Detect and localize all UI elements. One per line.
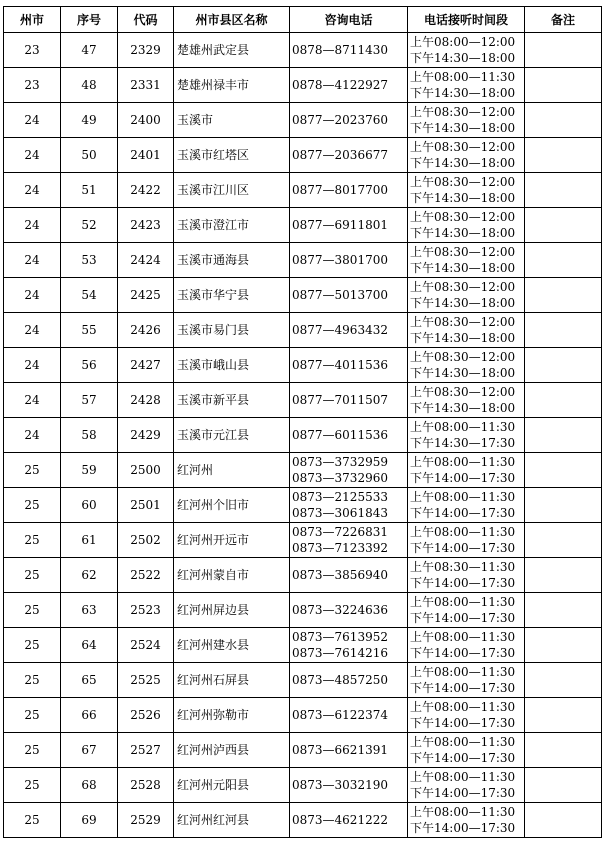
cell-name: 玉溪市新平县 xyxy=(174,383,290,418)
hours-morning: 上午08:00—11:30 xyxy=(410,805,516,819)
cell-phone xyxy=(290,243,408,278)
cell-code: 2329 xyxy=(118,33,174,68)
hours-afternoon: 下午14:30—18:00 xyxy=(410,296,516,310)
cell-seq: 67 xyxy=(61,733,118,768)
hours-morning: 上午08:00—12:00 xyxy=(410,35,516,49)
table-row xyxy=(4,663,602,698)
cell-city: 25 xyxy=(4,453,61,488)
cell-hours xyxy=(408,383,525,418)
hours-morning: 上午08:30—12:00 xyxy=(410,175,516,189)
cell-note xyxy=(525,488,602,523)
table-row xyxy=(4,103,602,138)
table-row xyxy=(4,383,602,418)
cell-note xyxy=(525,208,602,243)
cell-name: 红河州泸西县 xyxy=(174,733,290,768)
table-row xyxy=(4,243,602,278)
cell-note xyxy=(525,663,602,698)
hours-morning: 上午08:00—11:30 xyxy=(410,770,516,784)
phone-number: 0873—3224636 xyxy=(292,603,388,617)
cell-hours xyxy=(408,278,525,313)
cell-phone xyxy=(290,768,408,803)
hours-morning: 上午08:00—11:30 xyxy=(410,490,516,504)
hours-afternoon: 下午14:30—18:00 xyxy=(410,121,516,135)
cell-phone xyxy=(290,278,408,313)
cell-hours xyxy=(408,418,525,453)
cell-seq: 58 xyxy=(61,418,118,453)
table-body xyxy=(4,33,602,838)
phone-number: 0873—7123392 xyxy=(292,541,388,555)
cell-seq: 65 xyxy=(61,663,118,698)
cell-note xyxy=(525,243,602,278)
cell-code: 2400 xyxy=(118,103,174,138)
hours-afternoon: 下午14:00—17:30 xyxy=(410,646,516,660)
hours-morning: 上午08:00—11:30 xyxy=(410,525,516,539)
cell-seq: 69 xyxy=(61,803,118,838)
cell-city: 25 xyxy=(4,488,61,523)
cell-note xyxy=(525,383,602,418)
cell-phone xyxy=(290,313,408,348)
hours-afternoon: 下午14:00—17:30 xyxy=(410,506,516,520)
cell-seq: 51 xyxy=(61,173,118,208)
cell-city: 25 xyxy=(4,558,61,593)
cell-hours xyxy=(408,523,525,558)
cell-city: 24 xyxy=(4,383,61,418)
cell-hours xyxy=(408,173,525,208)
phone-number: 0873—4621222 xyxy=(292,813,388,827)
cell-phone xyxy=(290,383,408,418)
hours-afternoon: 下午14:30—18:00 xyxy=(410,331,516,345)
table-row xyxy=(4,453,602,488)
cell-note xyxy=(525,733,602,768)
cell-city: 25 xyxy=(4,523,61,558)
cell-city: 25 xyxy=(4,698,61,733)
hours-afternoon: 下午14:00—17:30 xyxy=(410,786,516,800)
cell-seq: 56 xyxy=(61,348,118,383)
table-row xyxy=(4,628,602,663)
cell-phone xyxy=(290,103,408,138)
phone-number: 0873—3061843 xyxy=(292,506,388,520)
table-row xyxy=(4,733,602,768)
cell-hours xyxy=(408,453,525,488)
hours-morning: 上午08:30—12:00 xyxy=(410,140,516,154)
hours-afternoon: 下午14:30—18:00 xyxy=(410,51,516,65)
cell-name: 红河州 xyxy=(174,453,290,488)
cell-city: 25 xyxy=(4,768,61,803)
cell-name: 玉溪市澄江市 xyxy=(174,208,290,243)
cell-seq: 53 xyxy=(61,243,118,278)
cell-code: 2422 xyxy=(118,173,174,208)
table-row xyxy=(4,173,602,208)
table-row xyxy=(4,138,602,173)
cell-phone xyxy=(290,803,408,838)
hours-afternoon: 下午14:30—18:00 xyxy=(410,401,516,415)
cell-code: 2500 xyxy=(118,453,174,488)
phone-number: 0877—2023760 xyxy=(292,113,388,127)
cell-city: 24 xyxy=(4,243,61,278)
cell-note xyxy=(525,68,602,103)
cell-hours xyxy=(408,628,525,663)
phone-number: 0873—6621391 xyxy=(292,743,388,757)
cell-note xyxy=(525,33,602,68)
cell-phone xyxy=(290,593,408,628)
cell-phone xyxy=(290,33,408,68)
header-city: 州市 xyxy=(4,7,61,33)
cell-code: 2527 xyxy=(118,733,174,768)
cell-code: 2529 xyxy=(118,803,174,838)
phone-number: 0877—3801700 xyxy=(292,253,388,267)
cell-seq: 64 xyxy=(61,628,118,663)
hotline-table xyxy=(3,6,602,838)
header-phone: 咨询电话 xyxy=(290,7,408,33)
table-row xyxy=(4,803,602,838)
phone-number: 0873—2125533 xyxy=(292,490,388,504)
cell-code: 2522 xyxy=(118,558,174,593)
phone-number: 0877—4011536 xyxy=(292,358,388,372)
table-row xyxy=(4,698,602,733)
cell-note xyxy=(525,138,602,173)
hours-morning: 上午08:00—11:30 xyxy=(410,455,516,469)
cell-hours xyxy=(408,103,525,138)
cell-note xyxy=(525,698,602,733)
cell-phone xyxy=(290,138,408,173)
cell-note xyxy=(525,348,602,383)
hours-morning: 上午08:00—11:30 xyxy=(410,700,516,714)
phone-number: 0873—3856940 xyxy=(292,568,388,582)
header-code: 代码 xyxy=(118,7,174,33)
cell-phone xyxy=(290,698,408,733)
hours-morning: 上午08:00—11:30 xyxy=(410,420,516,434)
cell-hours xyxy=(408,313,525,348)
cell-name: 红河州屏边县 xyxy=(174,593,290,628)
table-row xyxy=(4,348,602,383)
hours-afternoon: 下午14:30—18:00 xyxy=(410,261,516,275)
cell-seq: 50 xyxy=(61,138,118,173)
table-row xyxy=(4,208,602,243)
hours-afternoon: 下午14:00—17:30 xyxy=(410,576,516,590)
cell-name: 红河州蒙自市 xyxy=(174,558,290,593)
cell-name: 楚雄州禄丰市 xyxy=(174,68,290,103)
table-row xyxy=(4,558,602,593)
cell-note xyxy=(525,593,602,628)
phone-number: 0873—6122374 xyxy=(292,708,388,722)
cell-name: 玉溪市易门县 xyxy=(174,313,290,348)
table-row xyxy=(4,488,602,523)
phone-number: 0873—4857250 xyxy=(292,673,388,687)
table-row xyxy=(4,278,602,313)
hours-morning: 上午08:30—12:00 xyxy=(410,315,516,329)
cell-city: 25 xyxy=(4,733,61,768)
cell-code: 2423 xyxy=(118,208,174,243)
cell-city: 25 xyxy=(4,628,61,663)
phone-number: 0873—3032190 xyxy=(292,778,388,792)
cell-code: 2427 xyxy=(118,348,174,383)
table-row xyxy=(4,418,602,453)
cell-code: 2524 xyxy=(118,628,174,663)
hours-afternoon: 下午14:30—18:00 xyxy=(410,86,516,100)
cell-city: 24 xyxy=(4,208,61,243)
hours-afternoon: 下午14:00—17:30 xyxy=(410,751,516,765)
cell-code: 2425 xyxy=(118,278,174,313)
hours-morning: 上午08:00—11:30 xyxy=(410,665,516,679)
cell-code: 2526 xyxy=(118,698,174,733)
phone-number: 0878—8711430 xyxy=(292,43,388,57)
hours-morning: 上午08:30—12:00 xyxy=(410,245,516,259)
phone-number: 0873—7614216 xyxy=(292,646,388,660)
cell-city: 23 xyxy=(4,68,61,103)
cell-hours xyxy=(408,593,525,628)
phone-number: 0877—8017700 xyxy=(292,183,388,197)
cell-phone xyxy=(290,733,408,768)
hours-morning: 上午08:30—11:30 xyxy=(410,560,516,574)
cell-hours xyxy=(408,698,525,733)
cell-hours xyxy=(408,243,525,278)
hours-afternoon: 下午14:00—17:30 xyxy=(410,821,516,835)
cell-name: 玉溪市元江县 xyxy=(174,418,290,453)
cell-city: 25 xyxy=(4,593,61,628)
cell-phone xyxy=(290,488,408,523)
hours-morning: 上午08:00—11:30 xyxy=(410,70,516,84)
header-hours: 电话接听时间段 xyxy=(408,7,525,33)
cell-code: 2525 xyxy=(118,663,174,698)
cell-hours xyxy=(408,488,525,523)
phone-number: 0877—4963432 xyxy=(292,323,388,337)
phone-number: 0873—3732960 xyxy=(292,471,388,485)
cell-code: 2424 xyxy=(118,243,174,278)
cell-seq: 47 xyxy=(61,33,118,68)
cell-name: 玉溪市红塔区 xyxy=(174,138,290,173)
cell-city: 24 xyxy=(4,348,61,383)
cell-seq: 48 xyxy=(61,68,118,103)
cell-note xyxy=(525,768,602,803)
cell-note xyxy=(525,628,602,663)
cell-seq: 62 xyxy=(61,558,118,593)
cell-note xyxy=(525,103,602,138)
hours-morning: 上午08:30—12:00 xyxy=(410,350,516,364)
phone-number: 0873—7613952 xyxy=(292,630,388,644)
cell-name: 玉溪市江川区 xyxy=(174,173,290,208)
phone-number: 0877—7011507 xyxy=(292,393,388,407)
cell-name: 玉溪市 xyxy=(174,103,290,138)
cell-name: 红河州个旧市 xyxy=(174,488,290,523)
header-row xyxy=(4,7,602,33)
cell-hours xyxy=(408,68,525,103)
hours-afternoon: 下午14:00—17:30 xyxy=(410,471,516,485)
hours-afternoon: 下午14:30—18:00 xyxy=(410,226,516,240)
cell-code: 2501 xyxy=(118,488,174,523)
cell-note xyxy=(525,173,602,208)
hours-morning: 上午08:00—11:30 xyxy=(410,630,516,644)
cell-code: 2523 xyxy=(118,593,174,628)
cell-city: 24 xyxy=(4,103,61,138)
cell-seq: 61 xyxy=(61,523,118,558)
cell-city: 24 xyxy=(4,418,61,453)
cell-note xyxy=(525,523,602,558)
cell-phone xyxy=(290,68,408,103)
cell-city: 25 xyxy=(4,663,61,698)
hours-afternoon: 下午14:30—17:30 xyxy=(410,436,516,450)
cell-note xyxy=(525,313,602,348)
hours-morning: 上午08:00—11:30 xyxy=(410,595,516,609)
cell-phone xyxy=(290,173,408,208)
cell-name: 玉溪市峨山县 xyxy=(174,348,290,383)
cell-code: 2502 xyxy=(118,523,174,558)
cell-hours xyxy=(408,558,525,593)
cell-phone xyxy=(290,558,408,593)
cell-city: 24 xyxy=(4,138,61,173)
hours-morning: 上午08:30—12:00 xyxy=(410,210,516,224)
header-note: 备注 xyxy=(525,7,602,33)
cell-seq: 68 xyxy=(61,768,118,803)
cell-phone xyxy=(290,628,408,663)
hours-afternoon: 下午14:00—17:30 xyxy=(410,541,516,555)
cell-code: 2401 xyxy=(118,138,174,173)
cell-phone xyxy=(290,208,408,243)
phone-number: 0873—7226831 xyxy=(292,525,388,539)
cell-note xyxy=(525,558,602,593)
cell-seq: 59 xyxy=(61,453,118,488)
cell-seq: 63 xyxy=(61,593,118,628)
cell-city: 23 xyxy=(4,33,61,68)
cell-code: 2528 xyxy=(118,768,174,803)
phone-number: 0877—2036677 xyxy=(292,148,388,162)
hours-afternoon: 下午14:30—18:00 xyxy=(410,366,516,380)
hours-afternoon: 下午14:00—17:30 xyxy=(410,681,516,695)
cell-seq: 49 xyxy=(61,103,118,138)
cell-phone xyxy=(290,663,408,698)
phone-number: 0877—5013700 xyxy=(292,288,388,302)
cell-name: 红河州元阳县 xyxy=(174,768,290,803)
cell-hours xyxy=(408,663,525,698)
hours-afternoon: 下午14:00—17:30 xyxy=(410,611,516,625)
cell-hours xyxy=(408,138,525,173)
cell-name: 玉溪市华宁县 xyxy=(174,278,290,313)
cell-city: 24 xyxy=(4,173,61,208)
cell-city: 24 xyxy=(4,278,61,313)
cell-seq: 60 xyxy=(61,488,118,523)
hours-afternoon: 下午14:30—18:00 xyxy=(410,191,516,205)
hours-afternoon: 下午14:30—18:00 xyxy=(410,156,516,170)
cell-city: 25 xyxy=(4,803,61,838)
phone-number: 0878—4122927 xyxy=(292,78,388,92)
cell-name: 红河州建水县 xyxy=(174,628,290,663)
phone-number: 0877—6911801 xyxy=(292,218,388,232)
cell-name: 红河州石屏县 xyxy=(174,663,290,698)
cell-hours xyxy=(408,733,525,768)
cell-hours xyxy=(408,768,525,803)
cell-seq: 57 xyxy=(61,383,118,418)
table-row xyxy=(4,768,602,803)
cell-hours xyxy=(408,803,525,838)
table-row xyxy=(4,33,602,68)
cell-phone xyxy=(290,523,408,558)
cell-code: 2331 xyxy=(118,68,174,103)
hours-afternoon: 下午14:00—17:30 xyxy=(410,716,516,730)
cell-note xyxy=(525,803,602,838)
cell-seq: 52 xyxy=(61,208,118,243)
cell-phone xyxy=(290,453,408,488)
cell-phone xyxy=(290,348,408,383)
hours-morning: 上午08:30—12:00 xyxy=(410,280,516,294)
cell-name: 玉溪市通海县 xyxy=(174,243,290,278)
hours-morning: 上午08:30—12:00 xyxy=(410,105,516,119)
cell-name: 红河州开远市 xyxy=(174,523,290,558)
table-row xyxy=(4,523,602,558)
table-row xyxy=(4,313,602,348)
cell-note xyxy=(525,278,602,313)
cell-code: 2428 xyxy=(118,383,174,418)
cell-hours xyxy=(408,33,525,68)
cell-seq: 66 xyxy=(61,698,118,733)
header-seq: 序号 xyxy=(61,7,118,33)
cell-phone xyxy=(290,418,408,453)
hours-morning: 上午08:00—11:30 xyxy=(410,735,516,749)
table-row xyxy=(4,68,602,103)
cell-note xyxy=(525,418,602,453)
cell-note xyxy=(525,453,602,488)
cell-name: 红河州弥勒市 xyxy=(174,698,290,733)
hours-morning: 上午08:30—12:00 xyxy=(410,385,516,399)
cell-hours xyxy=(408,348,525,383)
cell-hours xyxy=(408,208,525,243)
cell-code: 2429 xyxy=(118,418,174,453)
cell-code: 2426 xyxy=(118,313,174,348)
header-name: 州市县区名称 xyxy=(174,7,290,33)
cell-name: 楚雄州武定县 xyxy=(174,33,290,68)
cell-city: 24 xyxy=(4,313,61,348)
cell-seq: 55 xyxy=(61,313,118,348)
table-row xyxy=(4,593,602,628)
phone-number: 0877—6011536 xyxy=(292,428,388,442)
cell-name: 红河州红河县 xyxy=(174,803,290,838)
phone-number: 0873—3732959 xyxy=(292,455,388,469)
cell-seq: 54 xyxy=(61,278,118,313)
